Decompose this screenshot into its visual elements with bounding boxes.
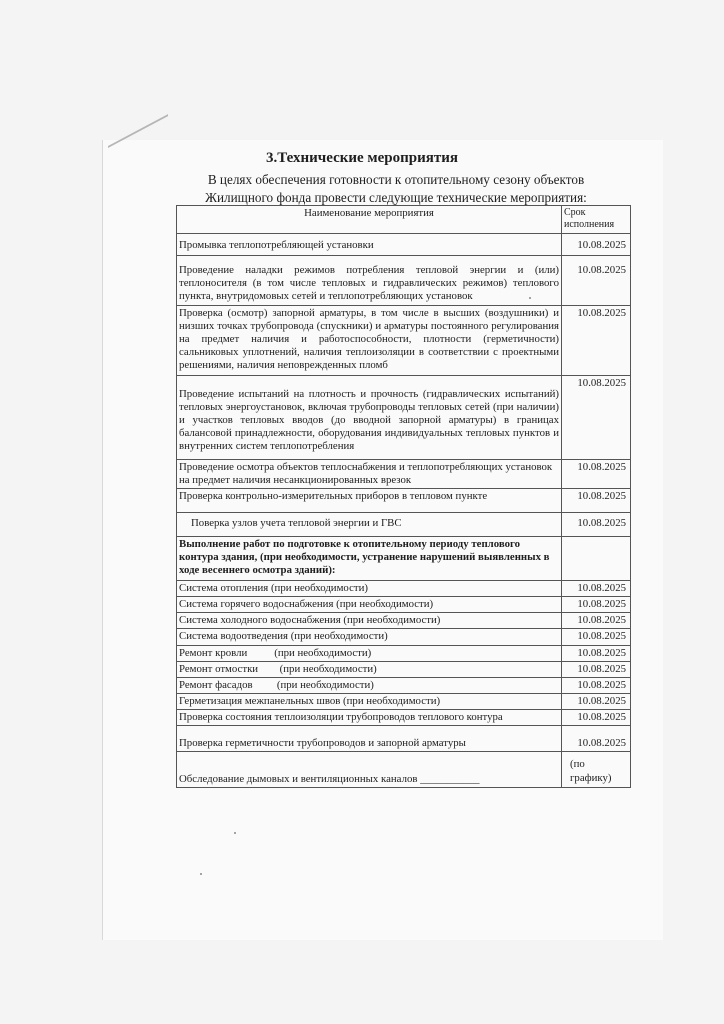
scan-speck — [529, 297, 531, 299]
row-name: Ремонт фасадов (при необходимости) — [177, 677, 562, 693]
table-row — [177, 597, 631, 613]
table-row — [177, 752, 631, 788]
row-date: 10.08.2025 — [562, 375, 631, 459]
row-date: 10.08.2025 — [562, 580, 631, 596]
table-row — [177, 234, 631, 256]
row-name: Проведение наладки режимов потребления тепловой энергии и (или) теплоносителя (в том числе тепловых и гидравлических режимов) теплового пункта, внутридомовых сетей и теплопотребляющих установок — [177, 256, 562, 306]
row-name: Промывка теплопотребляющей установки — [177, 234, 562, 256]
row-name: Поверка узлов учета тепловой энергии и ГВС — [177, 512, 562, 536]
row-date: 10.08.2025 — [562, 256, 631, 306]
intro-line-2: Жилищного фонда провести следующие технические мероприятия: — [205, 190, 587, 205]
row-name: Ремонт отмостки (при необходимости) — [177, 661, 562, 677]
scan-speck — [200, 873, 202, 875]
row-name: Проверка контрольно-измерительных приборов в тепловом пункте — [177, 488, 562, 512]
row-date: 10.08.2025 — [562, 488, 631, 512]
row-date — [562, 536, 631, 580]
row-date: 10.08.2025 — [562, 677, 631, 693]
table-row — [177, 629, 631, 645]
row-date: 10.08.2025 — [562, 597, 631, 613]
table-row — [177, 613, 631, 629]
row-date: 10.08.2025 — [562, 694, 631, 710]
header-date: Срок исполнения — [562, 206, 631, 234]
table-row — [177, 375, 631, 459]
table-row — [177, 488, 631, 512]
table-row — [177, 694, 631, 710]
table-row — [177, 580, 631, 596]
table-row — [177, 305, 631, 375]
row-date: 10.08.2025 — [562, 661, 631, 677]
row-name: Проведение осмотра объектов теплоснабжения и теплопотребляющих установок на предмет наличия несанкционированных врезок — [177, 459, 562, 488]
table-row — [177, 459, 631, 488]
scan-speck — [234, 832, 236, 834]
row-date: 10.08.2025 — [562, 613, 631, 629]
row-name: Система холодного водоснабжения (при необходимости) — [177, 613, 562, 629]
table-row — [177, 726, 631, 752]
table-header-row — [177, 206, 631, 234]
measures-table — [176, 205, 631, 788]
intro-line-1: В целях обеспечения готовности к отопительному сезону объектов — [207, 172, 585, 187]
row-date: 10.08.2025 — [562, 645, 631, 661]
table-row — [177, 710, 631, 726]
row-name: Проверка герметичности трубопроводов и запорной арматуры — [177, 726, 562, 752]
row-name: Проведение испытаний на плотность и прочность (гидравлических испытаний) тепловых энергоустановок, включая трубопроводы тепловых сетей (при наличии) и участков тепловых вводов (до вводной запорной арматуры) в границах балансовой принадлежности, оборудования индивидуальных тепловых пунктов и внутренних систем теплопотребления — [177, 375, 562, 459]
row-name: Выполнение работ по подготовке к отопительному периоду теплового контура здания, (при необходимости, устранение нарушений выявленных в ходе весеннего осмотра зданий): — [177, 536, 562, 580]
row-name: Обследование дымовых и вентиляционных каналов ___________ — [177, 752, 562, 788]
row-name: Система водоотведения (при необходимости) — [177, 629, 562, 645]
header-name: Наименование мероприятия — [177, 206, 562, 234]
row-date: 10.08.2025 — [562, 512, 631, 536]
row-name: Проверка (осмотр) запорной арматуры, в том числе в высших (воздушники) и низших точках трубопровода (спускники) и арматуры постоянного регулирования на предмет наличия и работоспособности, плотности (герметичности) сальниковых уплотнений, наличия теплоизоляции в соответствии с проектными решениями, наличия неповрежденных пломб — [177, 305, 562, 375]
row-date: 10.08.2025 — [562, 726, 631, 752]
row-name: Герметизация межпанельных швов (при необходимости) — [177, 694, 562, 710]
row-date: 10.08.2025 — [562, 234, 631, 256]
table-row — [177, 661, 631, 677]
table-row — [177, 677, 631, 693]
table-row — [177, 512, 631, 536]
row-name: Система отопления (при необходимости) — [177, 580, 562, 596]
row-name: Ремонт кровли (при необходимости) — [177, 645, 562, 661]
table-row — [177, 256, 631, 306]
row-date: (по графику) — [562, 752, 631, 788]
row-date: 10.08.2025 — [562, 459, 631, 488]
row-name: Система горячего водоснабжения (при необходимости) — [177, 597, 562, 613]
table-row — [177, 645, 631, 661]
section-title: 3.Технические мероприятия — [265, 150, 459, 166]
table-row — [177, 536, 631, 580]
row-name: Проверка состояния теплоизоляции трубопроводов теплового контура — [177, 710, 562, 726]
row-date: 10.08.2025 — [562, 710, 631, 726]
row-date: 10.08.2025 — [562, 305, 631, 375]
row-date: 10.08.2025 — [562, 629, 631, 645]
